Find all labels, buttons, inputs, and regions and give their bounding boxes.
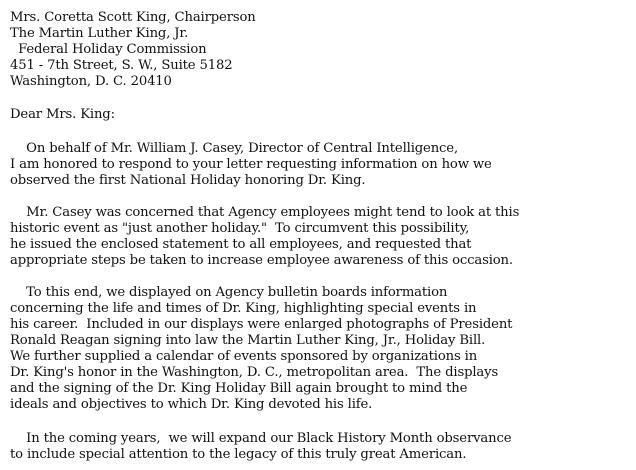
paragraph-3-line-2: concerning the life and times of Dr. King, highlighting special events in [10,301,477,316]
address-line-street: 451 - 7th Street, S. W., Suite 5182 [10,58,233,73]
paragraph-3-line-8: ideals and objectives to which Dr. King devoted his life. [10,397,373,412]
address-line-commission: Federal Holiday Commission [10,42,207,57]
paragraph-1-line-2: I am honored to respond to your letter requesting information on how we [10,157,492,172]
paragraph-3-line-5: We further supplied a calendar of events sponsored by organizations in [10,349,478,364]
address-line-name: Mrs. Coretta Scott King, Chairperson [10,10,256,25]
paragraph-3-line-7: and the signing of the Dr. King Holiday Bill again brought to mind the [10,381,468,396]
paragraph-4-line-2: to include special attention to the legacy of this truly great American. [10,447,467,462]
salutation: Dear Mrs. King: [10,107,115,122]
paragraph-3-line-6: Dr. King's honor in the Washington, D. C., metropolitan area. The displays [10,365,499,380]
paragraph-3-line-4: Ronald Reagan signing into law the Martin Luther King, Jr., Holiday Bill. [10,333,486,348]
address-line-city: Washington, D. C. 20410 [10,74,172,89]
paragraph-2-line-4: appropriate steps be taken to increase employee awareness of this occasion. [10,253,513,268]
paragraph-1-line-3: observed the first National Holiday honoring Dr. King. [10,173,366,188]
paragraph-1-line-1: On behalf of Mr. William J. Casey, Director of Central Intelligence, [10,141,458,156]
paragraph-2-line-1: Mr. Casey was concerned that Agency employees might tend to look at this [10,205,520,220]
paragraph-4-line-1: In the coming years, we will expand our Black History Month observance [10,431,512,446]
paragraph-2-line-2: historic event as "just another holiday." To circumvent this possibility, [10,221,470,236]
paragraph-3-line-1: To this end, we displayed on Agency bulletin boards information [10,285,448,300]
address-line-organization: The Martin Luther King, Jr. [10,26,189,41]
paragraph-2-line-3: he issued the enclosed statement to all employees, and requested that [10,237,472,252]
paragraph-3-line-3: his career. Included in our displays were enlarged photographs of President [10,317,513,332]
